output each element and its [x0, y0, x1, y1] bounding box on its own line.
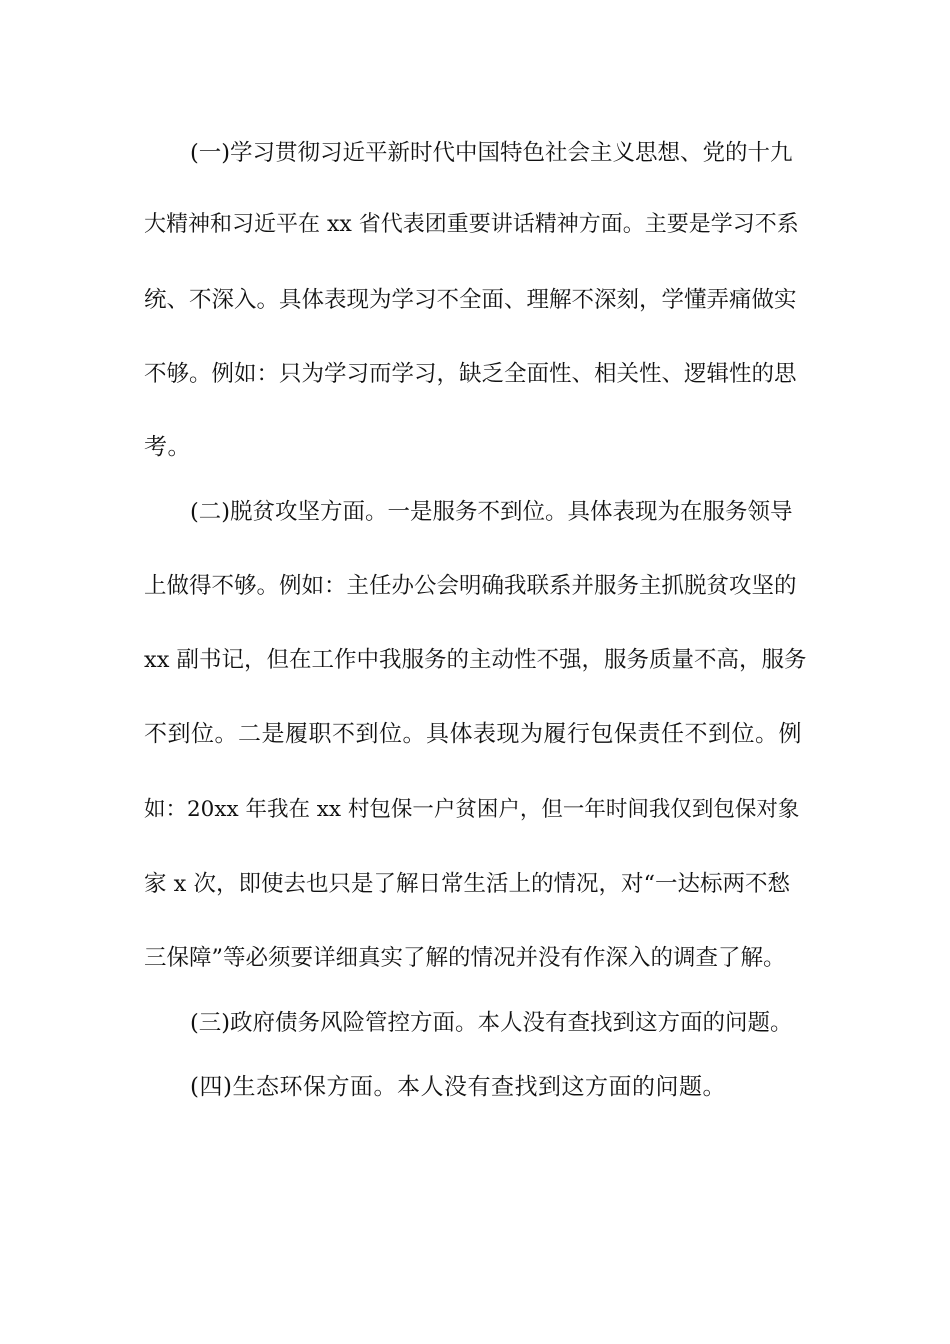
paragraph-3: (三)政府债务风险管控方面。本人没有查找到这方面的问题。 [190, 1010, 793, 1036]
paragraph-1-line-1: (一)学习贯彻习近平新时代中国特色社会主义思想、党的十九 [190, 140, 793, 166]
paragraph-2-line-1: (二)脱贫攻坚方面。一是服务不到位。具体表现为在服务领导 [190, 499, 793, 525]
paragraph-2-line-6: 家 x 次，即使去也只是了解日常生活上的情况，对“一达标两不愁 [144, 871, 790, 897]
paragraph-1-line-3: 统、不深入。具体表现为学习不全面、理解不深刻，学懂弄痛做实 [144, 287, 797, 313]
paragraph-1-line-2: 大精神和习近平在 xx 省代表团重要讲话精神方面。主要是学习不系 [144, 212, 799, 237]
paragraph-2-line-2: 上做得不够。例如：主任办公会明确我联系并服务主抓脱贫攻坚的 [144, 573, 797, 599]
paragraph-2-line-4: 不到位。二是履职不到位。具体表现为履行包保责任不到位。例 [144, 721, 802, 747]
paragraph-2-line-7: 三保障”等必须要详细真实了解的情况并没有作深入的调查了解。 [144, 945, 786, 971]
paragraph-4: (四)生态环保方面。本人没有查找到这方面的问题。 [190, 1074, 726, 1100]
paragraph-1-line-4: 不够。例如：只为学习而学习，缺乏全面性、相关性、逻辑性的思 [144, 361, 797, 387]
paragraph-2-line-3: xx 副书记，但在工作中我服务的主动性不强，服务质量不高，服务 [144, 647, 807, 673]
paragraph-1-line-5: 考。 [144, 434, 191, 460]
paragraph-2-line-5: 如：20xx 年我在 xx 村包保一户贫困户，但一年时间我仅到包保对象 [144, 797, 800, 822]
